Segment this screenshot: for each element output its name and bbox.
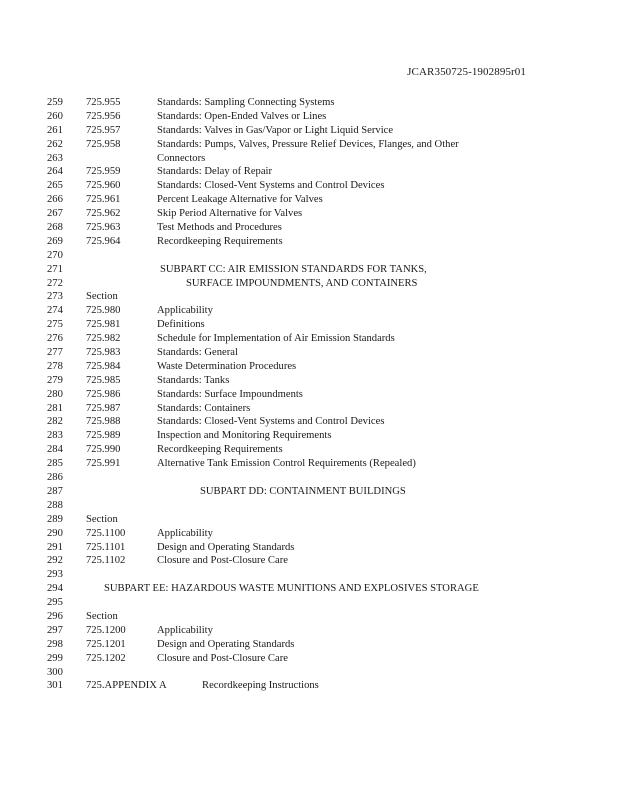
- line-number: 260: [47, 110, 63, 122]
- document-line: [0, 235, 618, 249]
- line-number: 291: [47, 541, 63, 553]
- document-line: [0, 429, 618, 443]
- document-line: [0, 277, 618, 291]
- section-title: Closure and Post-Closure Care: [157, 555, 288, 567]
- section-number: 725.988: [86, 416, 121, 428]
- line-number: 288: [47, 499, 63, 511]
- section-number: 725.989: [86, 430, 121, 442]
- section-number: 725.955: [86, 97, 121, 108]
- line-number: 296: [47, 610, 63, 622]
- section-title: Waste Determination Procedures: [157, 360, 297, 372]
- section-title: Standards: Valves in Gas/Vapor or Light Liquid Service: [157, 124, 394, 136]
- section-title: Standards: General: [157, 347, 238, 359]
- document-line: [0, 666, 618, 680]
- section-number: 725.991: [86, 458, 121, 470]
- line-number: 259: [47, 97, 63, 108]
- section-number: 725.964: [86, 235, 121, 247]
- document-line: [0, 346, 618, 360]
- section-title: Design and Operating Standards: [157, 638, 295, 650]
- section-title: Inspection and Monitoring Requirements: [157, 430, 332, 442]
- subpart-heading: SUBPART CC: AIR EMISSION STANDARDS FOR TANKS,: [160, 263, 427, 275]
- line-number: 286: [47, 472, 63, 484]
- document-line: [0, 457, 618, 471]
- section-number: 725.1201: [86, 638, 126, 650]
- section-number: 725.956: [86, 110, 121, 122]
- document-line: [0, 596, 618, 610]
- document-id: JCAR350725-1902895r01: [407, 66, 526, 78]
- document-line: [0, 582, 618, 596]
- document-line: [0, 499, 618, 513]
- section-title: Standards: Closed-Vent Systems and Control Devices: [157, 416, 385, 428]
- section-number: 725.961: [86, 194, 121, 206]
- section-title: Standards: Closed-Vent Systems and Control Devices: [157, 180, 385, 192]
- line-number: 287: [47, 485, 63, 497]
- section-number: 725.1202: [86, 652, 126, 664]
- section-number: 725.963: [86, 222, 121, 234]
- line-number: 272: [47, 277, 63, 289]
- document-line: [0, 96, 618, 110]
- line-number: 290: [47, 527, 63, 539]
- document-line: [0, 388, 618, 402]
- subpart-heading: SURFACE IMPOUNDMENTS, AND CONTAINERS: [186, 277, 418, 289]
- document-line: [0, 318, 618, 332]
- document-line: [0, 221, 618, 235]
- section-title: Test Methods and Procedures: [157, 222, 282, 234]
- line-number: 271: [47, 263, 63, 275]
- section-number: 725.987: [86, 402, 121, 414]
- section-number: 725.1102: [86, 555, 126, 567]
- section-title: Percent Leakage Alternative for Valves: [157, 194, 323, 206]
- line-number: 268: [47, 222, 63, 234]
- section-number: 725.962: [86, 208, 121, 220]
- line-number: 295: [47, 597, 63, 609]
- section-number: 725.985: [86, 374, 121, 386]
- document-line: [0, 513, 618, 527]
- section-number: 725.990: [86, 444, 121, 456]
- line-number: 274: [47, 305, 63, 317]
- section-title: Applicability: [157, 624, 213, 636]
- line-number: 270: [47, 249, 63, 261]
- section-title: Standards: Containers: [157, 402, 251, 414]
- document-line: [0, 541, 618, 555]
- line-number: 294: [47, 583, 63, 595]
- line-number: 277: [47, 347, 63, 359]
- document-line: [0, 110, 618, 124]
- document-line: [0, 652, 618, 666]
- line-number: 267: [47, 208, 63, 220]
- document-line: [0, 527, 618, 541]
- line-number: 289: [47, 513, 63, 525]
- line-number: 285: [47, 458, 63, 470]
- document-line: [0, 471, 618, 485]
- line-number: 275: [47, 319, 63, 331]
- line-number: 280: [47, 388, 63, 400]
- section-number: 725.1101: [86, 541, 126, 553]
- line-number: 292: [47, 555, 63, 567]
- section-title: Applicability: [157, 305, 213, 317]
- section-title: Standards: Pumps, Valves, Pressure Relief Devices, Flanges, and Other: [157, 138, 459, 150]
- subpart-heading: SUBPART EE: HAZARDOUS WASTE MUNITIONS AND EXPLOSIVES STORAGE: [104, 583, 479, 595]
- line-list: [0, 96, 618, 693]
- section-number: 725.957: [86, 124, 121, 136]
- line-number: 299: [47, 652, 63, 664]
- subpart-heading: SUBPART DD: CONTAINMENT BUILDINGS: [200, 485, 406, 497]
- line-number: 284: [47, 444, 63, 456]
- section-title: Applicability: [157, 527, 213, 539]
- line-number: 300: [47, 666, 63, 678]
- section-number: 725.958: [86, 138, 121, 150]
- section-number: 725.984: [86, 360, 121, 372]
- document-line: [0, 152, 618, 166]
- document-line: [0, 124, 618, 138]
- document-line: [0, 638, 618, 652]
- document-line: [0, 179, 618, 193]
- section-title: Schedule for Implementation of Air Emission Standards: [157, 333, 395, 345]
- line-number: 266: [47, 194, 63, 206]
- line-number: 261: [47, 124, 63, 136]
- document-line: [0, 263, 618, 277]
- document-line: [0, 249, 618, 263]
- section-title: Definitions: [157, 319, 205, 331]
- section-number: 725.986: [86, 388, 121, 400]
- document-line: [0, 568, 618, 582]
- document-line: [0, 415, 618, 429]
- section-title: Standards: Surface Impoundments: [157, 388, 303, 400]
- section-number: 725.982: [86, 333, 121, 345]
- line-number: 265: [47, 180, 63, 192]
- document-line: [0, 290, 618, 304]
- line-number: 283: [47, 430, 63, 442]
- section-number: 725.1100: [86, 527, 126, 539]
- document-line: [0, 165, 618, 179]
- line-number: 301: [47, 680, 63, 692]
- document-line: [0, 304, 618, 318]
- appendix-label: 725.APPENDIX A: [86, 680, 167, 692]
- document-line: [0, 624, 618, 638]
- document-line: [0, 207, 618, 221]
- section-title: Standards: Delay of Repair: [157, 166, 273, 178]
- appendix-title: Recordkeeping Instructions: [202, 680, 319, 692]
- line-number: 298: [47, 638, 63, 650]
- section-number: 725.1200: [86, 624, 126, 636]
- section-title: Closure and Post-Closure Care: [157, 652, 288, 664]
- line-number: 297: [47, 624, 63, 636]
- document-line: [0, 360, 618, 374]
- document-line: [0, 402, 618, 416]
- document-line: [0, 138, 618, 152]
- document-line: [0, 485, 618, 499]
- line-number: 278: [47, 360, 63, 372]
- line-number: 279: [47, 374, 63, 386]
- section-number: Section: [86, 610, 118, 622]
- line-number: 281: [47, 402, 63, 414]
- line-number: 269: [47, 235, 63, 247]
- section-title: Recordkeeping Requirements: [157, 235, 283, 247]
- section-title: Standards: Sampling Connecting Systems: [157, 97, 335, 108]
- section-number: 725.983: [86, 347, 121, 359]
- section-title: Recordkeeping Requirements: [157, 444, 283, 456]
- section-title: Standards: Tanks: [157, 374, 230, 386]
- section-number: Section: [86, 291, 118, 303]
- document-line: [0, 443, 618, 457]
- line-number: 273: [47, 291, 63, 303]
- document-line: [0, 374, 618, 388]
- section-number: Section: [86, 513, 118, 525]
- document-line: [0, 610, 618, 624]
- line-number: 293: [47, 569, 63, 581]
- line-number: 263: [47, 152, 63, 164]
- document-line: [0, 554, 618, 568]
- section-number: 725.959: [86, 166, 121, 178]
- section-title: Standards: Open-Ended Valves or Lines: [157, 110, 327, 122]
- section-title: Skip Period Alternative for Valves: [157, 208, 303, 220]
- line-number: 282: [47, 416, 63, 428]
- document-line: [0, 193, 618, 207]
- section-title: Alternative Tank Emission Control Requirements (Repealed): [157, 458, 416, 470]
- line-number: 264: [47, 166, 63, 178]
- section-title: Connectors: [157, 152, 206, 164]
- section-title: Design and Operating Standards: [157, 541, 295, 553]
- section-number: 725.960: [86, 180, 121, 192]
- line-number: 262: [47, 138, 63, 150]
- section-number: 725.981: [86, 319, 121, 331]
- document-line: [0, 679, 618, 693]
- line-number: 276: [47, 333, 63, 345]
- section-number: 725.980: [86, 305, 121, 317]
- document-line: [0, 332, 618, 346]
